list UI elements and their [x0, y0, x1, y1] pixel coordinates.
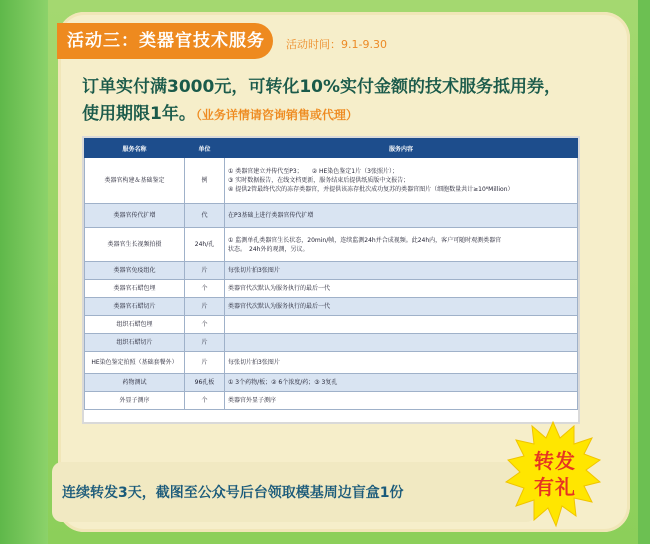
- table-row: [85, 316, 578, 334]
- table-row: [85, 352, 578, 374]
- content-line: ① 监测单孔类器官生长状态，20min/帧，连续监测24h并合成视频。此24h内，客户可随时观测类器官: [228, 236, 502, 244]
- service-name: 类器官免疫组化: [85, 262, 185, 280]
- service-content: 类器官外显子测序: [225, 392, 578, 410]
- header-service-name: 服务名称: [85, 139, 185, 158]
- content-line: 状态。 24h外的观测，另议。: [228, 245, 309, 253]
- service-content: [225, 334, 578, 352]
- service-name: 组织石蜡包埋: [85, 316, 185, 334]
- share-promo-text: 连续转发3天，截图至公众号后台领取模基周边盲盒1份: [62, 485, 404, 501]
- header-content: 服务内容: [225, 139, 578, 158]
- table-header-row: [85, 139, 578, 158]
- content-line: ④ 提供2管最终代次的冻存类器官，并提供该冻存批次成功复苏的类器官图片（细胞数量共计≥10⁶Million）: [228, 186, 514, 193]
- service-unit: 代: [185, 204, 225, 228]
- service-unit: 个: [185, 316, 225, 334]
- service-name: 外显子测序: [85, 392, 185, 410]
- table-row: [85, 280, 578, 298]
- badge-line-2: 有礼: [534, 475, 576, 499]
- service-unit: 24h/孔: [185, 228, 225, 262]
- service-content: [225, 158, 578, 204]
- service-content: 类器官代次默认为服务执行的最后一代: [225, 280, 578, 298]
- service-unit: 片: [185, 334, 225, 352]
- service-content: 每张切片拍3张图片: [225, 262, 578, 280]
- header-unit: 单位: [185, 139, 225, 158]
- offer-line-2-text: 使用期限1年。: [82, 104, 196, 124]
- table-row: [85, 298, 578, 316]
- service-unit: 片: [185, 262, 225, 280]
- offer-line-1: 订单实付满3000元，可转化10%实付金额的技术服务抵用券，: [82, 77, 562, 97]
- service-content: ① 3个药物/板；② 6个浓度/药；③ 3复孔: [225, 374, 578, 392]
- service-name: 类器官传代扩增: [85, 204, 185, 228]
- service-unit: 个: [185, 392, 225, 410]
- share-gift-label: [522, 448, 588, 500]
- offer-line-2: [82, 101, 602, 129]
- table-row: [85, 228, 578, 262]
- badge-line-1: 转发: [534, 449, 576, 473]
- service-table-grid: [84, 138, 578, 410]
- service-table: [82, 136, 580, 424]
- offer-note: （业务详情请咨询销售或代理）: [195, 108, 358, 122]
- table-row: [85, 374, 578, 392]
- service-unit: 96孔板: [185, 374, 225, 392]
- offer-headline: [82, 74, 602, 129]
- service-content: 类器官代次默认为服务执行的最后一代: [225, 298, 578, 316]
- content-line: ③ 实时数据报告，在线文档更新，服务结束后提供纸质版中文报告；: [228, 177, 410, 184]
- service-unit: 例: [185, 158, 225, 204]
- activity-date: 活动时间：9.1-9.30: [286, 38, 387, 51]
- service-name: 类器官构建＆基础鉴定: [85, 158, 185, 204]
- content-line: ① 类器官建立并传代至P3； ② HE染色鉴定1片（3张照片）；: [228, 168, 398, 175]
- table-row: [85, 158, 578, 204]
- service-name: 类器官石蜡切片: [85, 298, 185, 316]
- service-unit: 片: [185, 298, 225, 316]
- table-row: [85, 204, 578, 228]
- service-name: 药物测试: [85, 374, 185, 392]
- service-content: 在P3基础上进行类器官传代扩增: [225, 204, 578, 228]
- service-name: 组织石蜡切片: [85, 334, 185, 352]
- table-row: [85, 262, 578, 280]
- service-content: 每张切片拍3张图片: [225, 352, 578, 374]
- service-content: [225, 228, 578, 262]
- section-title: 活动三：类器官技术服务: [57, 23, 273, 59]
- left-edge-decoration: [0, 0, 48, 544]
- service-name: 类器官石蜡包埋: [85, 280, 185, 298]
- service-name: 类器官生长视频拍摄: [85, 228, 185, 262]
- service-unit: 片: [185, 352, 225, 374]
- service-name: HE染色鉴定拍照（基础套餐外）: [85, 352, 185, 374]
- service-content: [225, 316, 578, 334]
- table-row: [85, 334, 578, 352]
- table-row: [85, 392, 578, 410]
- right-edge-decoration: [638, 0, 650, 544]
- service-unit: 个: [185, 280, 225, 298]
